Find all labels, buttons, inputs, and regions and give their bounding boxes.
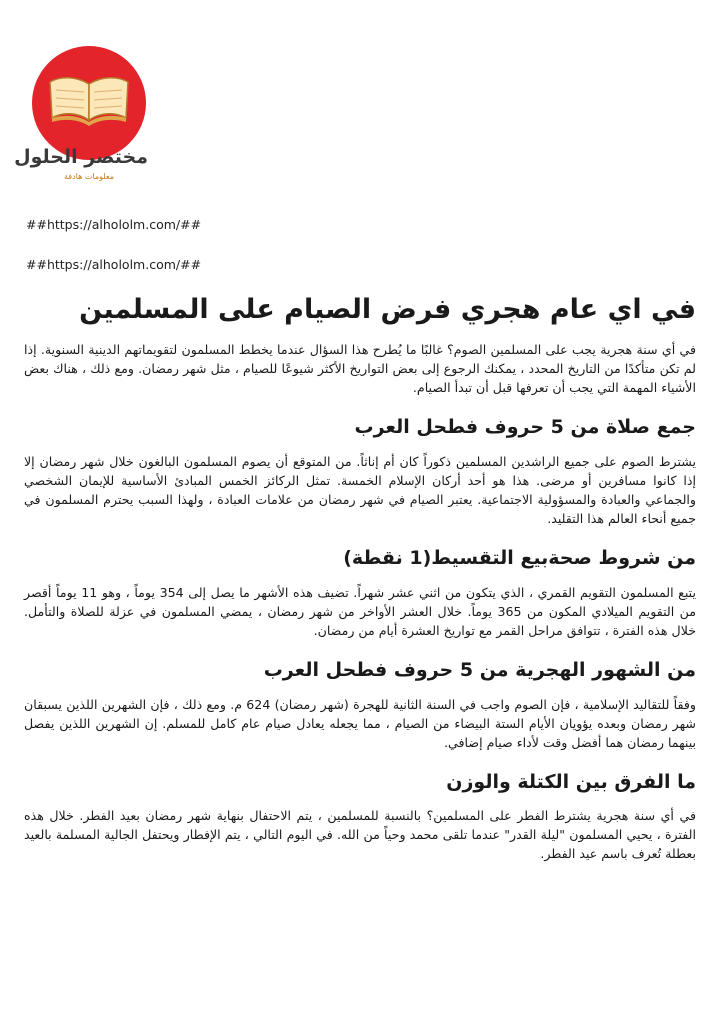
section-heading: من الشهور الهجرية من 5 حروف فطحل العرب (263, 658, 696, 681)
logo-tagline: معلومات هادفة (63, 172, 115, 181)
section-paragraph: وفقاً للتقاليد الإسلامية ، فإن الصوم واجب في السنة الثانية للهجرة (شهر رمضان) 624 م. ومع ذلك ، فإن الشهرين اللذين يسبقان شهر رمضان وبعده يؤويان الأيام الستة البيضاء من الصيام ، مما يجعله يعادل صيام عام كامل للمسلم. إن الشهرين اللذين يفصل بينهما رمضان هما أفضل وقت لأداء صيام إضافي. (24, 696, 696, 750)
section-paragraph: في أي سنة هجرية يشترط الفطر على المسلمين؟ بالنسبة للمسلمين ، يتم الاحتفال بنهاية شهر رمضان بعيد الفطر. خلال هذه الفترة ، يحيي المسلمون "ليلة القدر" عندما تلقى محمد وحياً من الله. في اليوم التالي ، يتم الإفطار ويحتفل الجالية المسلمة بالعيد بعطلة تُعرف باسم عيد الفطر. (24, 808, 696, 862)
section-paragraph: يشترط الصوم على جميع الراشدين المسلمين ذكوراً كان أم إناثاً. من المتوقع أن يصوم المسلمون البالغون خلال شهر رمضان إلا إذا كانوا مسافرين أو مرضى. هذا هو أحد أركان الإسلام الخمسة. تمثل الركائز الخمس المبادئ الأساسية للإيمان الشخصي والجماعي والعبادة والمسؤولية الاجتماعية. يعتبر الصيام في شهر رمضان من علامات العبادة ، ولهذا السبب يحترم المسلمون في جميع أنحاء العالم هذا التقليد. (24, 454, 696, 527)
page-title: في اي عام هجري فرض الصيام على المسلمين (79, 294, 696, 325)
article (24, 292, 696, 863)
intro-paragraph: في أي سنة هجرية يجب على المسلمين الصوم؟ غالبًا ما يُطرح هذا السؤال عندما يخطط المسلمون لتقويماتهم الدينية السنوية. إذا لم تكن متأكدًا من التاريخ المحدد ، يمكنك الرجوع إلى بعض التواريخ الأكثر شيوعًا للصيام ، مثل شهر رمضان. ومع ذلك ، هناك بعض الأشياء المهمة التي يجب أن تعرفها قبل أن تبدأ الصيام. (24, 342, 696, 396)
source-url[interactable]: ##https://alhololm.com/## (26, 217, 202, 232)
section-paragraph: يتبع المسلمون التقويم القمري ، الذي يتكون من اثني عشر شهراً. تضيف هذه الأشهر ما يصل إلى 354 يوماً ، وهو 11 يوماً أقصر من التقويم الميلادي المكون من 365 يوماً. خلال العشر الأواخر من شهر رمضان ، يمضي المسلمون في عزلة للصلاة والتأمل. خلال هذه الفترة ، تتوافق مراحل القمر مع تواريخ العشرة أيام من رمضان. (24, 584, 696, 638)
open-book-icon (46, 74, 132, 126)
logo-badge (32, 46, 146, 160)
section-heading: من شروط صحةبيع التقسيط(1 نقطة) (343, 547, 696, 570)
source-url[interactable]: ##https://alhololm.com/## (26, 257, 202, 272)
logo-name: مختصر الحلول (14, 146, 148, 168)
section-heading: ما الفرق بين الكتلة والوزن (446, 770, 696, 793)
site-logo[interactable] (14, 46, 148, 192)
section-heading: جمع صلاة من 5 حروف فطحل العرب (354, 416, 696, 439)
